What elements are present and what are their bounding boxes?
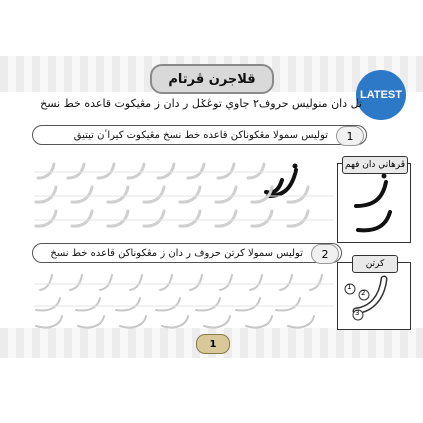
observe-box-caption: ڤرهاتي دان فهم: [342, 156, 408, 174]
trace-row-1a[interactable]: [34, 160, 334, 182]
exercise-1-heading: [32, 125, 367, 145]
page-title-banner: [150, 64, 274, 94]
trace-row-2a[interactable]: [34, 272, 334, 294]
stroke-step-1: 1: [347, 283, 352, 291]
trace-row-1b[interactable]: [34, 184, 334, 206]
exercise-2-text: توليس سمولا كرتن حروف ر دان ز مڠكوناكن قاعده خط نسخ: [50, 247, 303, 259]
exercise-2-heading: [32, 243, 342, 263]
exercise-1-number: 1: [336, 126, 364, 146]
trace-row-2c[interactable]: [34, 312, 334, 332]
page-number: 1: [196, 334, 230, 354]
stroke-step-3: 3: [355, 309, 360, 317]
stroke-order-box: [337, 259, 411, 330]
trace-area-1: [34, 160, 334, 230]
trace-row-1c[interactable]: [34, 208, 334, 230]
instruction-text: تل دان منوليس حروف٢ جاوي توڠݢل ر دان ز مڠيكوت قاعده خط نسخ: [40, 97, 362, 110]
stroke-step-2: 2: [361, 289, 366, 297]
exercise-1-text: توليس سمولا مڠكوناكن قاعده خط نسخ مڠيكوت كيراٴن تيتيق: [73, 129, 328, 141]
observe-box: [337, 160, 411, 243]
page-title: قلاجرن ڤرتام: [168, 71, 256, 87]
latest-badge: [356, 70, 406, 120]
trace-area-2: [34, 272, 334, 332]
exercise-2-number: 2: [311, 244, 339, 264]
latest-label: LATEST: [360, 89, 402, 101]
stroke-order-caption: كرتن: [352, 255, 398, 273]
observe-letters-drawing: [338, 164, 410, 242]
